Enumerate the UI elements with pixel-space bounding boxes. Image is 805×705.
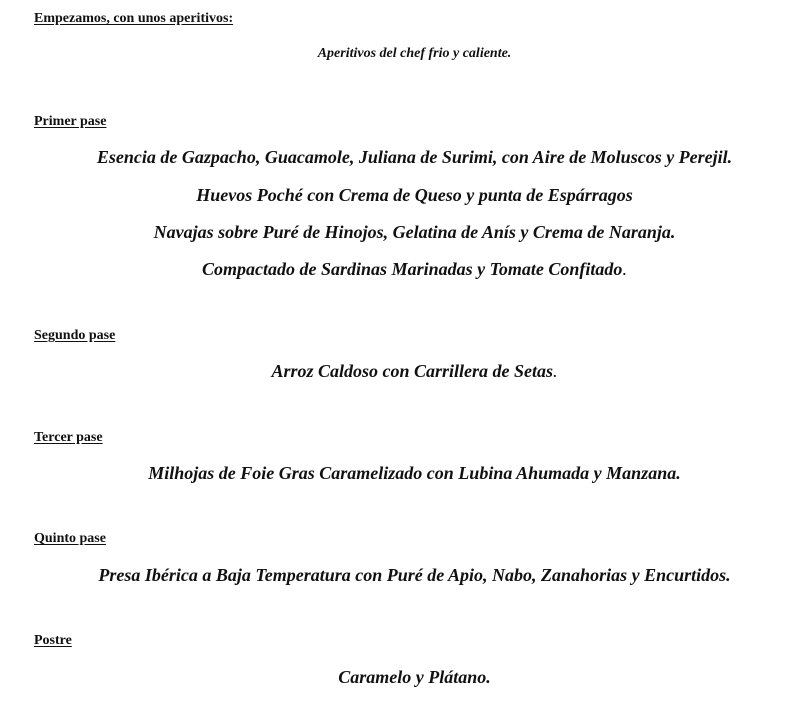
dish-primer-pase-4-tail: . <box>622 259 627 279</box>
heading-segundo-pase: Segundo pase <box>34 328 116 343</box>
heading-primer-pase: Primer pase <box>34 114 107 129</box>
dish-segundo-pase-tail: . <box>553 361 558 381</box>
dish-primer-pase-2: Huevos Poché con Crema de Queso y punta de Espárragos <box>196 185 633 205</box>
dish-quinto-pase: Presa Ibérica a Baja Temperatura con Puré de Apio, Nabo, Zanahorias y Encurtidos. <box>98 565 731 585</box>
dish-primer-pase-3: Navajas sobre Puré de Hinojos, Gelatina de Anís y Crema de Naranja. <box>153 222 676 242</box>
dish-segundo-pase-text: Arroz Caldoso con Carrillera de Setas <box>271 361 554 381</box>
dish-primer-pase-4 <box>12 259 805 279</box>
heading-quinto-pase: Quinto pase <box>34 531 106 546</box>
dish-primer-pase-1: Esencia de Gazpacho, Guacamole, Juliana de Surimi, con Aire de Moluscos y Perejil. <box>96 147 733 167</box>
heading-tercer-pase: Tercer pase <box>34 430 103 445</box>
dish-tercer-pase: Milhojas de Foie Gras Caramelizado con Lubina Ahumada y Manzana. <box>148 463 681 483</box>
dish-primer-pase-4-text: Compactado de Sardinas Marinadas y Tomate Confitado <box>202 259 623 279</box>
dish-aperitivos: Aperitivos del chef frio y caliente. <box>317 46 512 61</box>
heading-aperitivos: Empezamos, con unos aperitivos: <box>34 11 234 26</box>
heading-postre: Postre <box>34 633 72 648</box>
dish-segundo-pase <box>12 361 805 381</box>
dish-postre: Caramelo y Plátano. <box>338 667 491 687</box>
